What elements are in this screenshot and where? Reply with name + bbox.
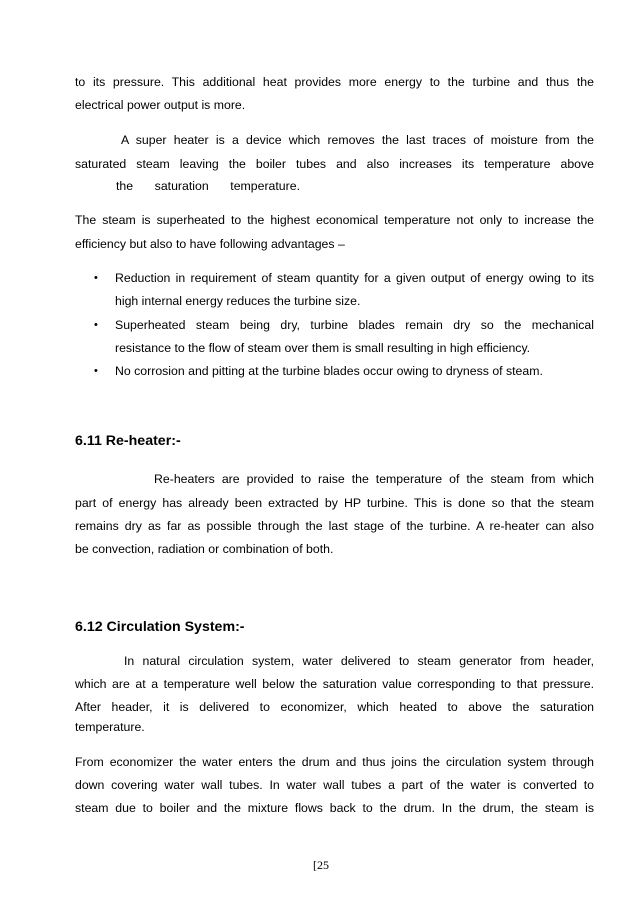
paragraph-line: be convection, radiation or combination of both. (75, 542, 334, 556)
bullet-item-line: resistance to the flow of steam over them is small resulting in high efficiency. (115, 341, 531, 355)
bullet-item-line: high internal energy reduces the turbine size. (115, 294, 361, 308)
paragraph-line: the saturation temperature. (116, 179, 300, 193)
section-heading: 6.11 Re-heater:- (75, 433, 181, 449)
bullet-icon: • (94, 319, 98, 331)
paragraph-line: efficiency but also to have following advantages – (75, 237, 345, 251)
paragraph-line: Re-heaters are provided to raise the temperature of the steam from which (154, 472, 594, 486)
bullet-item-line: Superheated steam being dry, turbine blades remain dry so the mechanical (115, 318, 594, 332)
page-number: [25 (313, 858, 329, 872)
paragraph-line: After header, it is delivered to economizer, which heated to above the saturation (75, 700, 594, 714)
bullet-icon: • (94, 365, 98, 377)
bullet-item-line: No corrosion and pitting at the turbine blades occur owing to dryness of steam. (115, 364, 543, 378)
paragraph-line: saturated steam leaving the boiler tubes and also increases its temperature above (75, 157, 594, 171)
paragraph-line: A super heater is a device which removes the last traces of moisture from the (121, 133, 594, 147)
paragraph-line: steam due to boiler and the mixture flows back to the drum. In the drum, the steam is (75, 801, 594, 815)
bullet-icon: • (94, 272, 98, 284)
paragraph-line: In natural circulation system, water delivered to steam generator from header, (124, 654, 594, 668)
paragraph-line: part of energy has already been extracted by HP turbine. This is done so that the steam (75, 496, 594, 510)
paragraph-line: electrical power output is more. (75, 98, 246, 112)
paragraph-line: temperature. (75, 720, 145, 734)
paragraph-line: which are at a temperature well below the saturation value corresponding to that pressure. (75, 677, 594, 691)
paragraph-line: down covering water wall tubes. In water wall tubes a part of the water is converted to (75, 778, 594, 792)
paragraph-line: The steam is superheated to the highest economical temperature not only to increase the (75, 213, 594, 227)
paragraph-line: From economizer the water enters the drum and thus joins the circulation system through (75, 755, 594, 769)
section-heading: 6.12 Circulation System:- (75, 619, 245, 635)
bullet-item-line: Reduction in requirement of steam quantity for a given output of energy owing to its (115, 271, 594, 285)
paragraph-line: remains dry as far as possible through the last stage of the turbine. A re-heater can also (75, 519, 594, 533)
paragraph-line: to its pressure. This additional heat provides more energy to the turbine and thus the (75, 75, 594, 89)
